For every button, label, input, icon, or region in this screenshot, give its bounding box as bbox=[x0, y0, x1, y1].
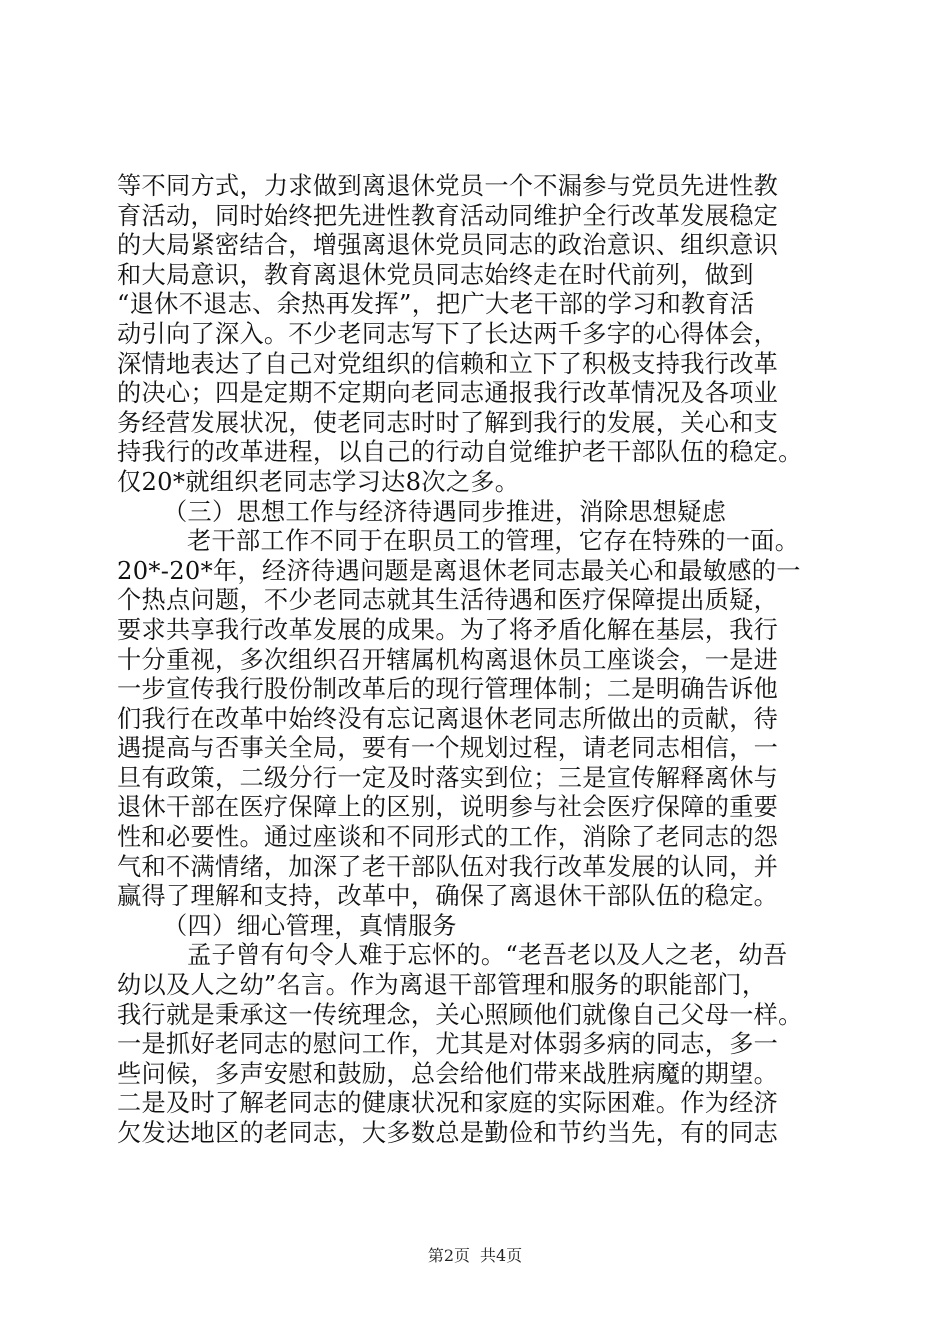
paragraph-line: 要求共享我行改革发展的成果。为了将矛盾化解在基层，我行 bbox=[117, 615, 779, 644]
paragraph-line: 退休干部在医疗保障上的区别，说明参与社会医疗保障的重要 bbox=[117, 793, 779, 822]
paragraph-line: 孟子曾有句令人难于忘怀的。“老吾老以及人之老，幼吾 bbox=[187, 941, 788, 970]
page-number: 第2页 bbox=[427, 1246, 470, 1265]
paragraph-line: 一步宣传我行股份制改革后的现行管理体制；二是明确告诉他 bbox=[117, 675, 779, 704]
page-total: 共4页 bbox=[480, 1246, 523, 1265]
paragraph-line: 务经营发展状况，使老同志时时了解到我行的发展，关心和支 bbox=[117, 408, 779, 437]
paragraph-line: 个热点问题，不少老同志就其生活待遇和医疗保障提出质疑， bbox=[117, 586, 779, 615]
section-heading-4: （四）细心管理，真情服务 bbox=[163, 911, 457, 940]
body-text bbox=[117, 172, 857, 1149]
paragraph-line: 旦有政策，二级分行一定及时落实到位；三是宣传解释离休与 bbox=[117, 763, 779, 792]
paragraph-line: 的大局紧密结合，增强离退休党员同志的政治意识、组织意识 bbox=[117, 231, 779, 260]
paragraph-line: 些问候，多声安慰和鼓励，总会给他们带来战胜病魔的期望。 bbox=[117, 1059, 779, 1088]
paragraph-line: “退休不退志、余热再发挥”，把广大老干部的学习和教育活 bbox=[117, 290, 755, 319]
paragraph-line: 的决心；四是定期不定期向老同志通报我行改革情况及各项业 bbox=[117, 379, 779, 408]
paragraph-line: 20*-20*年，经济待遇问题是离退休老同志最关心和最敏感的一 bbox=[117, 556, 801, 585]
section-heading-3: （三）思想工作与经济待遇同步推进，消除思想疑虑 bbox=[163, 497, 727, 526]
paragraph-line: 二是及时了解老同志的健康状况和家庭的实际困难。作为经济 bbox=[117, 1089, 779, 1118]
paragraph-line: 育活动，同时始终把先进性教育活动同维护全行改革发展稳定 bbox=[117, 201, 779, 230]
paragraph-line: 动引向了深入。不少老同志写下了长达两千多字的心得体会， bbox=[117, 319, 779, 348]
paragraph-line: 欠发达地区的老同志，大多数总是勤俭和节约当先，有的同志 bbox=[117, 1119, 779, 1147]
paragraph-line: 们我行在改革中始终没有忘记离退休老同志所做出的贡献，待 bbox=[117, 704, 779, 733]
paragraph-line: 十分重视，多次组织召开辖属机构离退休员工座谈会，一是进 bbox=[117, 645, 779, 674]
paragraph-line: 一是抓好老同志的慰问工作，尤其是对体弱多病的同志，多一 bbox=[117, 1030, 779, 1059]
paragraph-line: 持我行的改革进程，以自己的行动自觉维护老干部队伍的稳定。 bbox=[117, 438, 803, 467]
paragraph-line: 幼以及人之幼”名言。作为离退干部管理和服务的职能部门， bbox=[117, 971, 767, 1000]
paragraph-line: 我行就是秉承这一传统理念，关心照顾他们就像自己父母一样。 bbox=[117, 1000, 803, 1029]
paragraph-line: 老干部工作不同于在职员工的管理，它存在特殊的一面。 bbox=[187, 527, 800, 556]
paragraph-line: 遇提高与否事关全局，要有一个规划过程，请老同志相信，一 bbox=[117, 734, 779, 763]
paragraph-line: 性和必要性。通过座谈和不同形式的工作，消除了老同志的怨 bbox=[117, 823, 779, 852]
paragraph-line: 仅20*就组织老同志学习达8次之多。 bbox=[117, 467, 520, 496]
paragraph-line: 气和不满情绪，加深了老干部队伍对我行改革发展的认同，并 bbox=[117, 852, 779, 881]
paragraph-line: 等不同方式，力求做到离退休党员一个不漏参与党员先进性教 bbox=[117, 172, 779, 200]
page-footer bbox=[0, 1246, 950, 1266]
paragraph-line: 深情地表达了自己对党组织的信赖和立下了积极支持我行改革 bbox=[117, 349, 779, 378]
paragraph-line: 赢得了理解和支持，改革中，确保了离退休干部队伍的稳定。 bbox=[117, 882, 779, 911]
paragraph-line: 和大局意识，教育离退休党员同志始终走在时代前列，做到 bbox=[117, 260, 754, 289]
